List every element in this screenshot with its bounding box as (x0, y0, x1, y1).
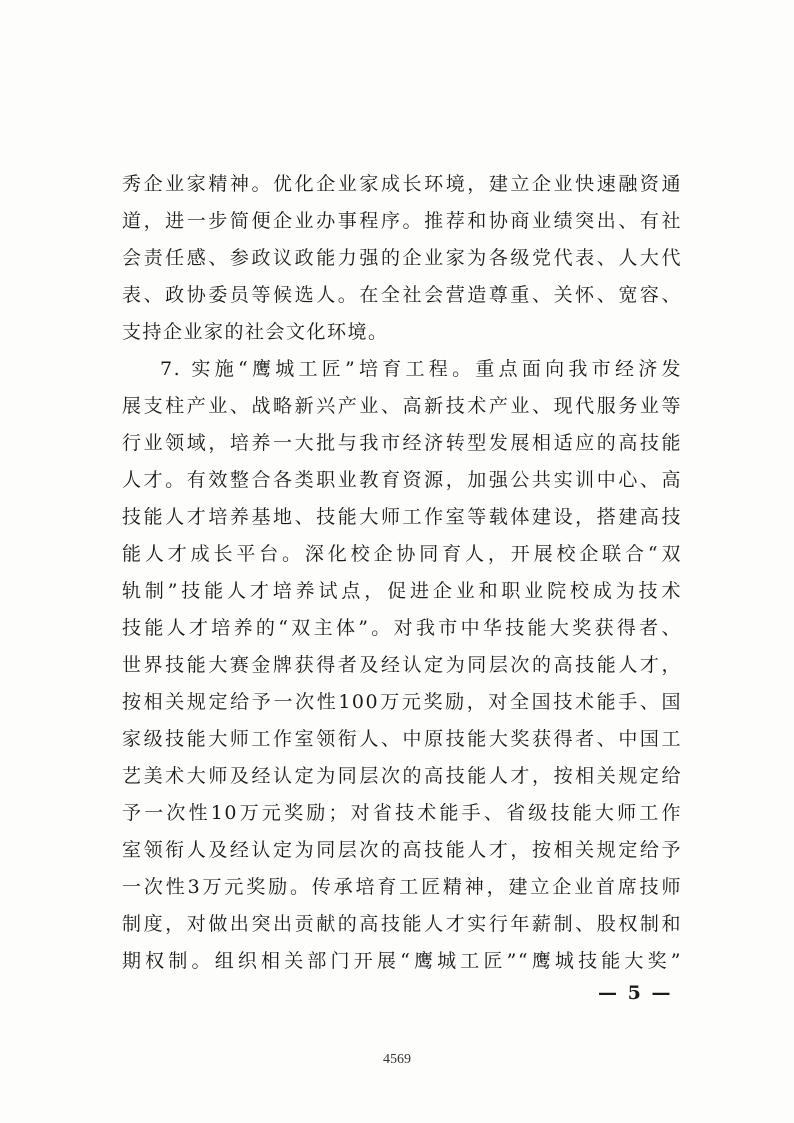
text-line: 技能人才培养的“双主体”。对我市中华技能大奖获得者、 (122, 617, 682, 639)
text-line: 轨制”技能人才培养试点，促进企业和职业院校成为技术 (122, 580, 682, 602)
text-line: 人才。有效整合各类职业教育资源，加强公共实训中心、高 (122, 469, 682, 491)
text-line: 期权制。组织相关部门开展“鹰城工匠”“鹰城技能大奖” (122, 950, 682, 972)
page-number: — 5 — (598, 982, 673, 1004)
text-line: 会责任感、参政议政能力强的企业家为各级党代表、人大代 (122, 247, 682, 269)
text-line: 按相关规定给予一次性100万元奖励，对全国技术能手、国 (122, 691, 682, 713)
text-line: 一次性3万元奖励。传承培育工匠精神，建立企业首席技师 (122, 876, 682, 898)
text-line: 家级技能大师工作室领衔人、中原技能大奖获得者、中国工 (122, 728, 682, 750)
text-line: 展支柱产业、战略新兴产业、高新技术产业、现代服务业等 (122, 395, 682, 417)
text-line: 室领衔人及经认定为同层次的高技能人才，按相关规定给予 (122, 839, 682, 861)
text-line: 予一次性10万元奖励；对省技术能手、省级技能大师工作 (122, 802, 682, 824)
footer-code: 4569 (383, 1052, 411, 1067)
body-text (122, 166, 682, 980)
text-line: 行业领域，培养一大批与我市经济转型发展相适应的高技能 (122, 432, 682, 454)
text-line: 支持企业家的社会文化环境。 (122, 321, 389, 343)
section-heading-line: 7. 实施“鹰城工匠”培育工程。重点面向我市经济发 (160, 358, 682, 380)
text-line: 世界技能大赛金牌获得者及经认定为同层次的高技能人才， (122, 654, 682, 676)
text-line: 道，进一步简便企业办事程序。推荐和协商业绩突出、有社 (122, 210, 682, 232)
text-line: 艺美术大师及经认定为同层次的高技能人才，按相关规定给 (122, 765, 682, 787)
text-line: 技能人才培养基地、技能大师工作室等载体建设，搭建高技 (122, 506, 682, 528)
text-line: 表、政协委员等候选人。在全社会营造尊重、关怀、宽容、 (122, 284, 682, 306)
text-line: 制度，对做出突出贡献的高技能人才实行年薪制、股权制和 (122, 913, 682, 935)
text-line: 能人才成长平台。深化校企协同育人，开展校企联合“双 (122, 543, 682, 565)
text-line: 秀企业家精神。优化企业家成长环境，建立企业快速融资通 (122, 173, 682, 195)
